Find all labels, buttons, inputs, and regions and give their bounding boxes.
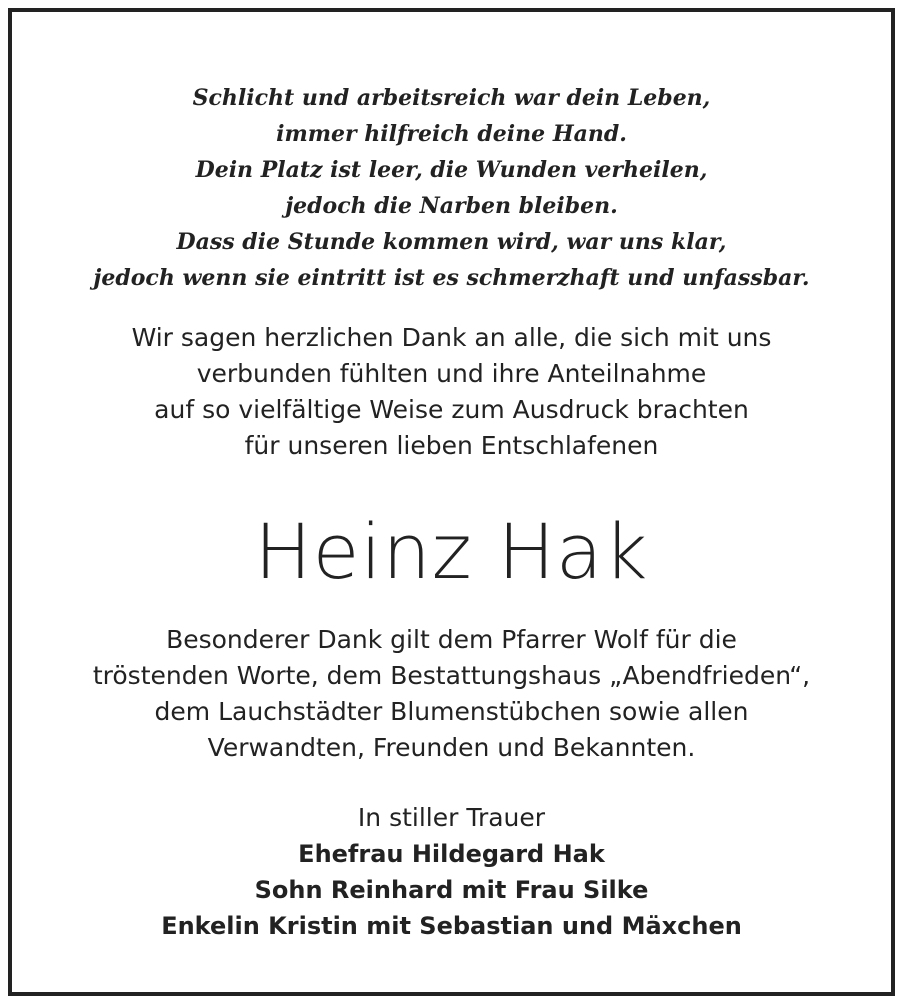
verse-line: Dein Platz ist leer, die Wunden verheilen,	[195, 157, 708, 183]
verse-line: immer hilfreich deine Hand.	[276, 121, 627, 147]
thanks-line: verbunden fühlten und ihre Anteilnahme	[196, 359, 707, 388]
mourning-intro: In stiller Trauer	[357, 803, 546, 832]
special-thanks-line: dem Lauchstädter Blumenstübchen sowie allen	[154, 697, 749, 726]
obituary-card	[8, 8, 895, 996]
verse-line: jedoch die Narben bleiben.	[285, 193, 618, 219]
thanks-line: für unseren lieben Entschlafenen	[244, 431, 659, 460]
special-thanks-line: Verwandten, Freunden und Bekannten.	[207, 733, 696, 762]
mourner-name: Sohn Reinhard mit Frau Silke	[254, 876, 649, 904]
verse-line: Dass die Stunde kommen wird, war uns klar,	[176, 229, 727, 255]
special-thanks-line: tröstenden Worte, dem Bestattungshaus „Abendfrieden“,	[92, 661, 811, 690]
verse-line: Schlicht und arbeitsreich war dein Leben,	[192, 85, 711, 111]
special-thanks-line: Besonderer Dank gilt dem Pfarrer Wolf für die	[166, 625, 737, 654]
mourner-name: Ehefrau Hildegard Hak	[298, 840, 605, 868]
mourner-name: Enkelin Kristin mit Sebastian und Mäxchen	[161, 912, 742, 940]
mourners-block	[12, 800, 891, 944]
special-thanks-paragraph	[12, 622, 891, 766]
verse-line: jedoch wenn sie eintritt ist es schmerzhaft und unfassbar.	[93, 265, 810, 291]
thanks-line: Wir sagen herzlichen Dank an alle, die sich mit uns	[131, 323, 772, 352]
thanks-paragraph	[12, 320, 891, 464]
memorial-verse	[12, 80, 891, 296]
thanks-line: auf so vielfältige Weise zum Ausdruck brachten	[154, 395, 749, 424]
deceased-name: Heinz Hak	[254, 507, 649, 596]
